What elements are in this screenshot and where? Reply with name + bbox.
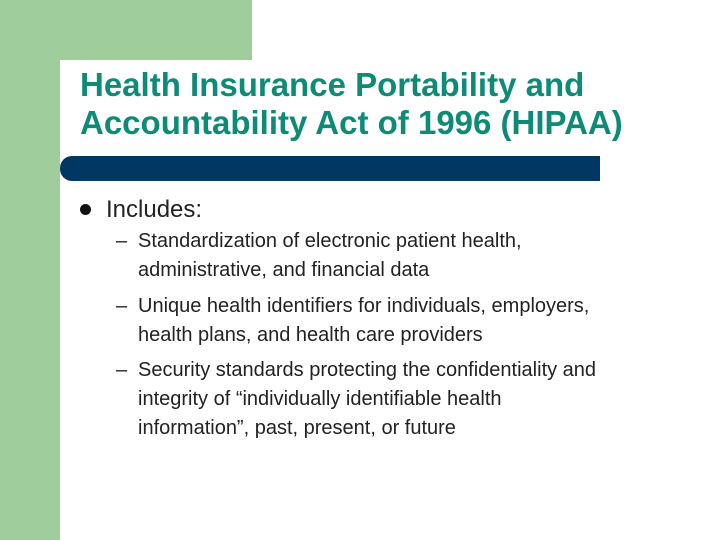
sub-bullet-text: Standardization of electronic patient health, administrative, and financial data — [138, 230, 522, 281]
decorative-green-side-band — [0, 0, 60, 540]
title-underline-bar — [60, 156, 600, 181]
bullet-label: Includes: — [106, 196, 203, 223]
dash-icon: – — [116, 359, 128, 381]
dash-icon: – — [116, 295, 128, 317]
sub-bullet-text: Security standards protecting the confidentiality and integrity of “individually identifiable health information”, past, present, or future — [138, 359, 597, 439]
decorative-green-top-band — [0, 0, 252, 60]
slide-title: Health Insurance Portability and Accountability Act of 1996 (HIPAA) — [80, 66, 623, 141]
bullet-dot-icon — [80, 204, 91, 215]
dash-icon: – — [116, 230, 128, 252]
sub-bullet-text: Unique health identifiers for individuals, employers, health plans, and health care providers — [138, 295, 590, 346]
